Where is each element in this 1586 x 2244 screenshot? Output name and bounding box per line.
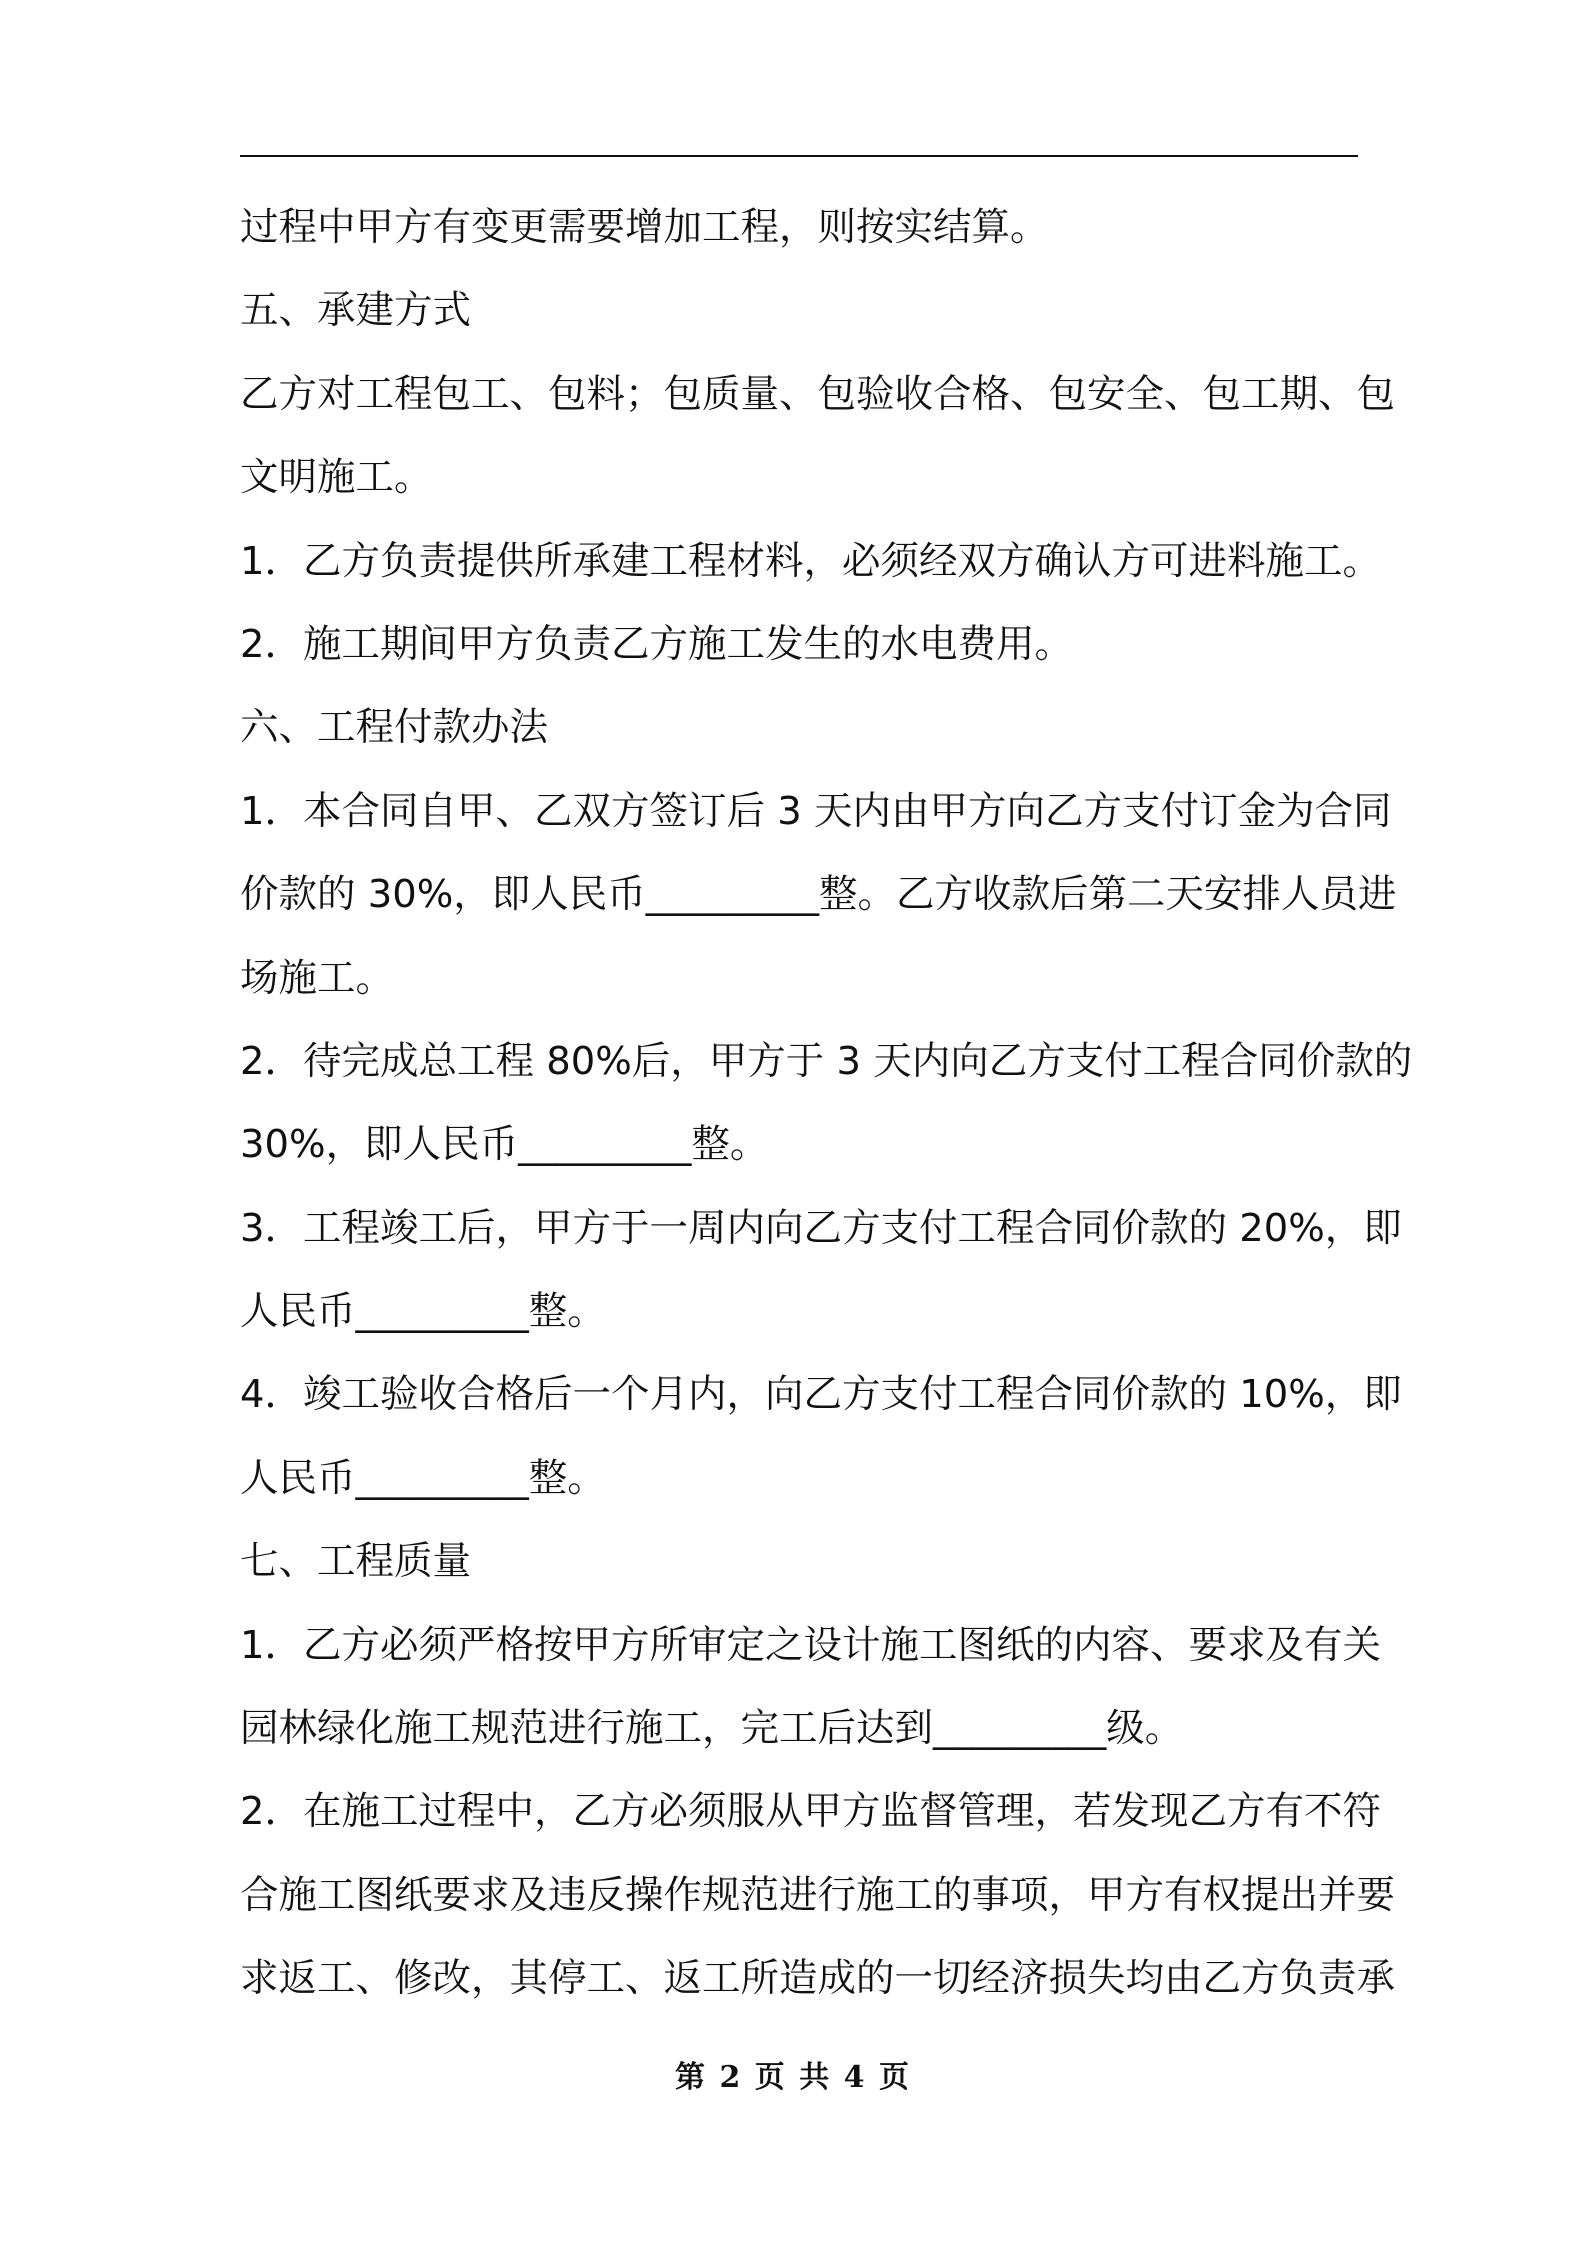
text-line: 人民币_________整。 bbox=[240, 1455, 606, 1501]
text-line: 30%，即人民币_________整。 bbox=[240, 1122, 769, 1168]
text-line: 乙方对工程包工、包料；包质量、包验收合格、包安全、包工期、包 bbox=[240, 371, 1396, 417]
text-line: 1．本合同自甲、乙双方签订后 3 天内由甲方向乙方支付订金为合同 bbox=[240, 788, 1392, 834]
section-heading: 五、承建方式 bbox=[240, 288, 472, 334]
text-line: 3．工程竣工后，甲方于一周内向乙方支付工程合同价款的 20%，即 bbox=[240, 1205, 1402, 1251]
text-line: 1．乙方负责提供所承建工程材料，必须经双方确认方可进料施工。 bbox=[240, 538, 1381, 584]
text-line: 价款的 30%，即人民币_________整。乙方收款后第二天安排人员进 bbox=[240, 872, 1397, 918]
document-body bbox=[240, 196, 1413, 2031]
text-line: 4．竣工验收合格后一个月内，向乙方支付工程合同价款的 10%，即 bbox=[240, 1372, 1402, 1418]
text-line: 场施工。 bbox=[240, 955, 395, 1001]
text-line: 2．在施工过程中，乙方必须服从甲方监督管理，若发现乙方有不符 bbox=[240, 1789, 1381, 1835]
text-line: 文明施工。 bbox=[240, 455, 433, 501]
section-heading: 七、工程质量 bbox=[240, 1539, 472, 1585]
page-number-footer: 第 2 页 共 4 页 bbox=[675, 2060, 911, 2095]
text-line: 2．待完成总工程 80%后，甲方于 3 天内向乙方支付工程合同价款的 bbox=[240, 1038, 1413, 1084]
text-line: 求返工、修改，其停工、返工所造成的一切经济损失均由乙方负责承 bbox=[240, 1956, 1396, 2002]
text-line: 2．施工期间甲方负责乙方施工发生的水电费用。 bbox=[240, 621, 1073, 667]
text-line: 过程中甲方有变更需要增加工程，则按实结算。 bbox=[240, 205, 1049, 250]
text-line: 人民币_________整。 bbox=[240, 1289, 606, 1335]
text-line: 园林绿化施工规范进行施工，完工后达到_________级。 bbox=[240, 1706, 1184, 1752]
text-line: 合施工图纸要求及违反操作规范进行施工的事项，甲方有权提出并要 bbox=[240, 1872, 1396, 1918]
text-line: 1．乙方必须严格按甲方所审定之设计施工图纸的内容、要求及有关 bbox=[240, 1622, 1381, 1668]
section-heading: 六、工程付款办法 bbox=[240, 705, 549, 751]
header-rule bbox=[240, 155, 1358, 157]
